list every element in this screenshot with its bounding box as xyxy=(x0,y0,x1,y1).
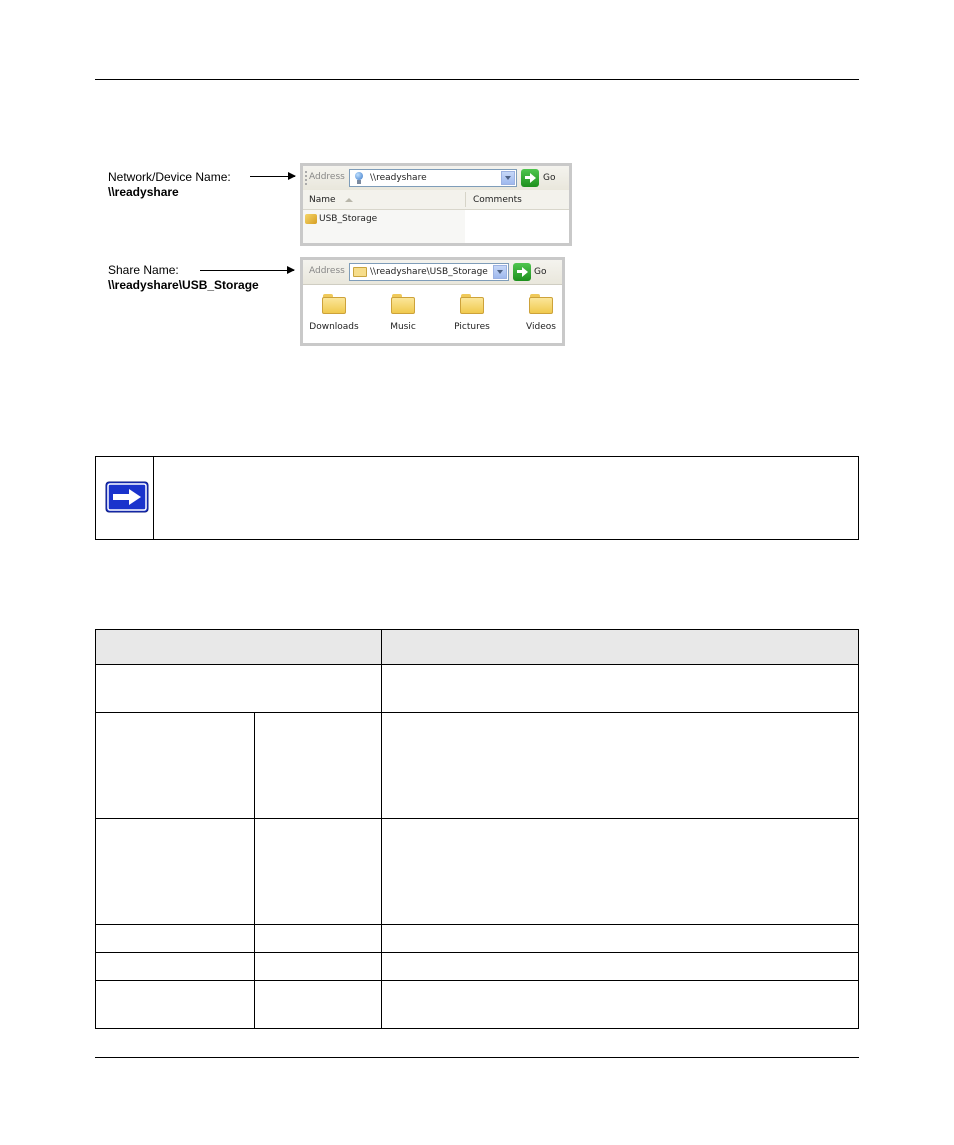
address-input[interactable] xyxy=(349,169,517,187)
table-cell xyxy=(95,952,255,981)
address-input[interactable] xyxy=(349,263,509,281)
table-cell xyxy=(254,924,382,953)
note-divider xyxy=(153,457,154,539)
table-cell xyxy=(254,980,382,1029)
explorer-window-share xyxy=(300,257,565,346)
header-rule xyxy=(95,79,859,80)
table-cell xyxy=(254,712,382,819)
table-cell xyxy=(95,664,382,713)
folder-icon xyxy=(391,294,415,314)
address-bar xyxy=(303,166,569,191)
column-divider[interactable] xyxy=(465,192,466,207)
share-name-callout xyxy=(108,263,259,293)
folder-label: Pictures xyxy=(454,322,490,332)
go-button[interactable]: Go xyxy=(543,173,556,183)
table-header-cell xyxy=(95,629,382,665)
table-cell xyxy=(381,664,859,713)
table-cell xyxy=(95,712,255,819)
go-arrow-icon[interactable] xyxy=(513,263,531,281)
folder-pictures[interactable] xyxy=(452,294,492,332)
folder-label: Downloads xyxy=(309,322,359,332)
address-label: Address xyxy=(309,266,345,276)
table-cell xyxy=(95,980,255,1029)
network-name-value: \\readyshare xyxy=(108,185,179,199)
go-arrow-icon[interactable] xyxy=(521,169,539,187)
footer-rule xyxy=(95,1057,859,1058)
share-name-arrow xyxy=(200,270,294,271)
address-dropdown-icon[interactable] xyxy=(501,171,515,185)
table-cell xyxy=(381,924,859,953)
table-cell xyxy=(254,952,382,981)
address-dropdown-icon[interactable] xyxy=(493,265,507,279)
folder-music[interactable] xyxy=(383,294,423,332)
table-cell xyxy=(254,818,382,925)
table-cell xyxy=(381,980,859,1029)
network-name-callout xyxy=(108,170,231,200)
list-item[interactable]: USB_Storage xyxy=(319,214,378,224)
go-button[interactable]: Go xyxy=(534,267,547,277)
folder-icon xyxy=(460,294,484,314)
network-drive-icon xyxy=(354,172,364,184)
note-box xyxy=(95,456,859,540)
share-name-value: \\readyshare\USB_Storage xyxy=(108,278,259,292)
table-cell xyxy=(381,818,859,925)
folder-icon xyxy=(353,267,367,277)
data-table xyxy=(95,629,859,1029)
column-header-comments[interactable]: Comments xyxy=(473,195,522,205)
folder-label: Videos xyxy=(526,322,556,332)
table-cell xyxy=(381,712,859,819)
network-name-arrow xyxy=(250,176,295,177)
share-name-label: Share Name: xyxy=(108,263,179,277)
folder-videos[interactable] xyxy=(521,294,561,332)
address-value: \\readyshare\USB_Storage xyxy=(370,267,488,277)
table-header-cell xyxy=(381,629,859,665)
folder-icon xyxy=(529,294,553,314)
table-cell xyxy=(95,924,255,953)
explorer-window-network xyxy=(300,163,572,246)
address-bar xyxy=(303,260,562,285)
table-cell xyxy=(381,952,859,981)
shared-folder-icon xyxy=(305,214,317,224)
folder-icon xyxy=(322,294,346,314)
address-value: \\readyshare xyxy=(370,173,427,183)
right-arrow-icon xyxy=(105,481,149,513)
column-header-name[interactable]: Name xyxy=(309,195,336,205)
sort-ascending-icon xyxy=(345,198,353,202)
list-header xyxy=(303,190,569,210)
address-label: Address xyxy=(309,172,345,182)
network-name-label: Network/Device Name: xyxy=(108,170,231,184)
folder-label: Music xyxy=(390,322,416,332)
table-cell xyxy=(95,818,255,925)
folder-downloads[interactable] xyxy=(309,294,359,332)
